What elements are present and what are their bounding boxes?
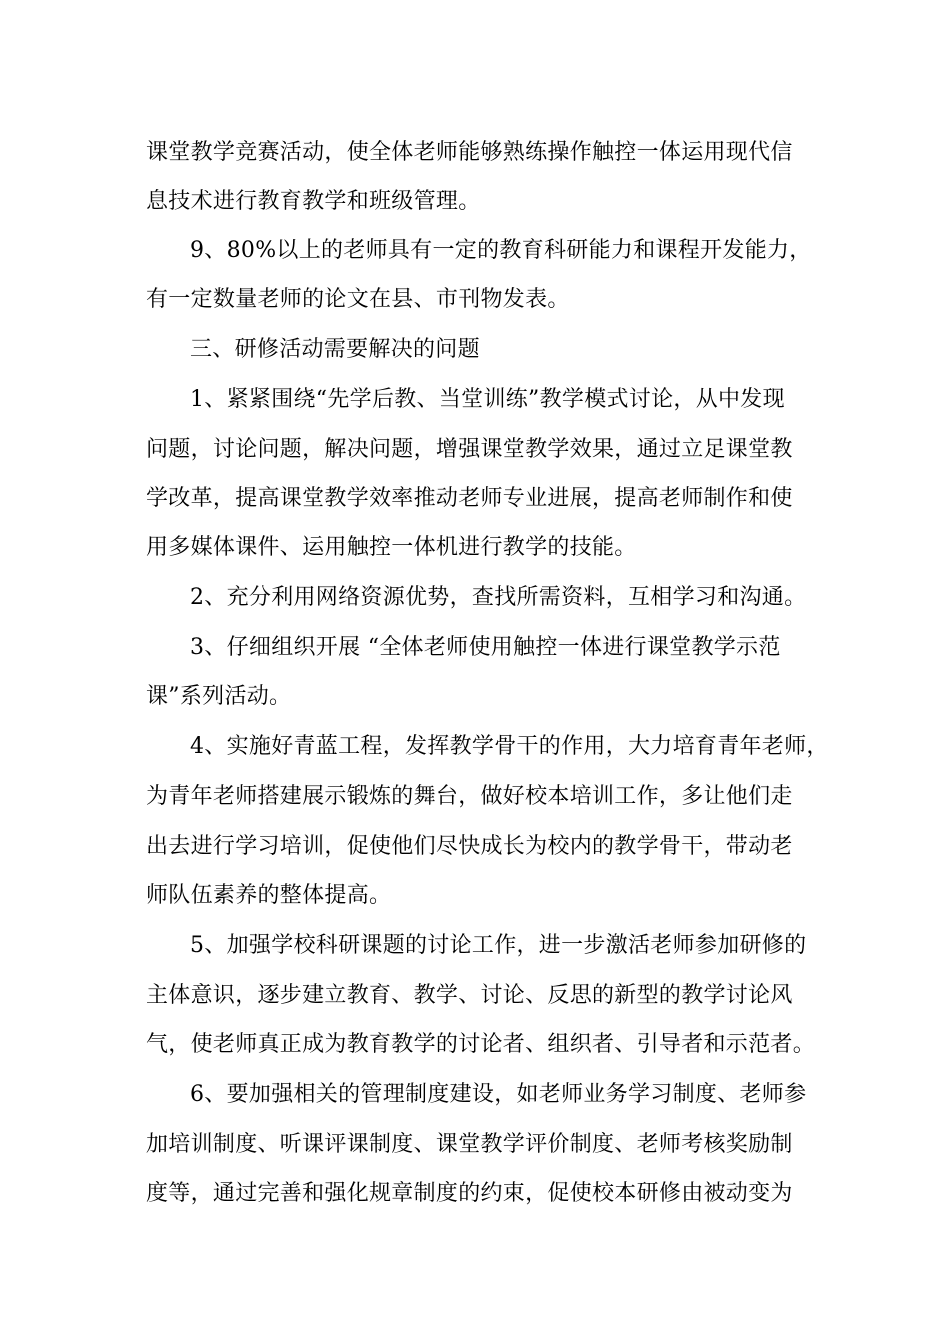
paragraph-line: 主体意识，逐步建立教育、教学、讨论、反思的新型的教学讨论风 <box>146 983 793 1008</box>
section-heading: 三、研修活动需要解决的问题 <box>190 337 480 362</box>
paragraph-line: 6、要加强相关的管理制度建设，如老师业务学习制度、老师参 <box>190 1082 807 1107</box>
paragraph-line: 师队伍素养的整体提高。 <box>146 883 392 908</box>
paragraph-line: 5、加强学校科研课题的讨论工作，进一步激活老师参加研修的 <box>190 933 807 958</box>
paragraph-line: 有一定数量老师的论文在县、市刊物发表。 <box>146 287 570 312</box>
paragraph-line: 加培训制度、听课评课制度、课堂教学评价制度、老师考核奖励制 <box>146 1132 793 1157</box>
paragraph-line: 问题，讨论问题，解决问题，增强课堂教学效果，通过立足课堂教 <box>146 437 793 462</box>
paragraph-line: 为青年老师搭建展示锻炼的舞台，做好校本培训工作，多让他们走 <box>146 784 793 809</box>
paragraph-line: 2、充分利用网络资源优势，查找所需资料，互相学习和沟通。 <box>190 585 807 610</box>
paragraph-line: 用多媒体课件、运用触控一体机进行教学的技能。 <box>146 535 637 560</box>
paragraph-line: 课”系列活动。 <box>146 684 292 709</box>
paragraph-line: 学改革，提高课堂教学效率推动老师专业进展，提高老师制作和使 <box>146 486 793 511</box>
paragraph-line: 出去进行学习培训，促使他们尽快成长为校内的教学骨干，带动老 <box>146 834 793 859</box>
paragraph-line: 1、紧紧围绕“先学后教、当堂训练”教学模式讨论，从中发现 <box>190 387 785 412</box>
paragraph-line: 9、80%以上的老师具有一定的教育科研能力和课程开发能力， <box>190 238 812 263</box>
paragraph-line: 息技术进行教育教学和班级管理。 <box>146 189 481 214</box>
paragraph-line: 气，使老师真正成为教育教学的讨论者、组织者、引导者和示范者。 <box>146 1032 816 1057</box>
paragraph-line: 3、仔细组织开展 “全体老师使用触控一体进行课堂教学示范 <box>190 635 781 660</box>
paragraph-line: 4、实施好青蓝工程，发挥教学骨干的作用，大力培育青年老师， <box>190 734 829 759</box>
paragraph-line: 度等，通过完善和强化规章制度的约束，促使校本研修由被动变为 <box>146 1181 793 1206</box>
paragraph-line: 课堂教学竞赛活动，使全体老师能够熟练操作触控一体运用现代信 <box>146 140 793 165</box>
